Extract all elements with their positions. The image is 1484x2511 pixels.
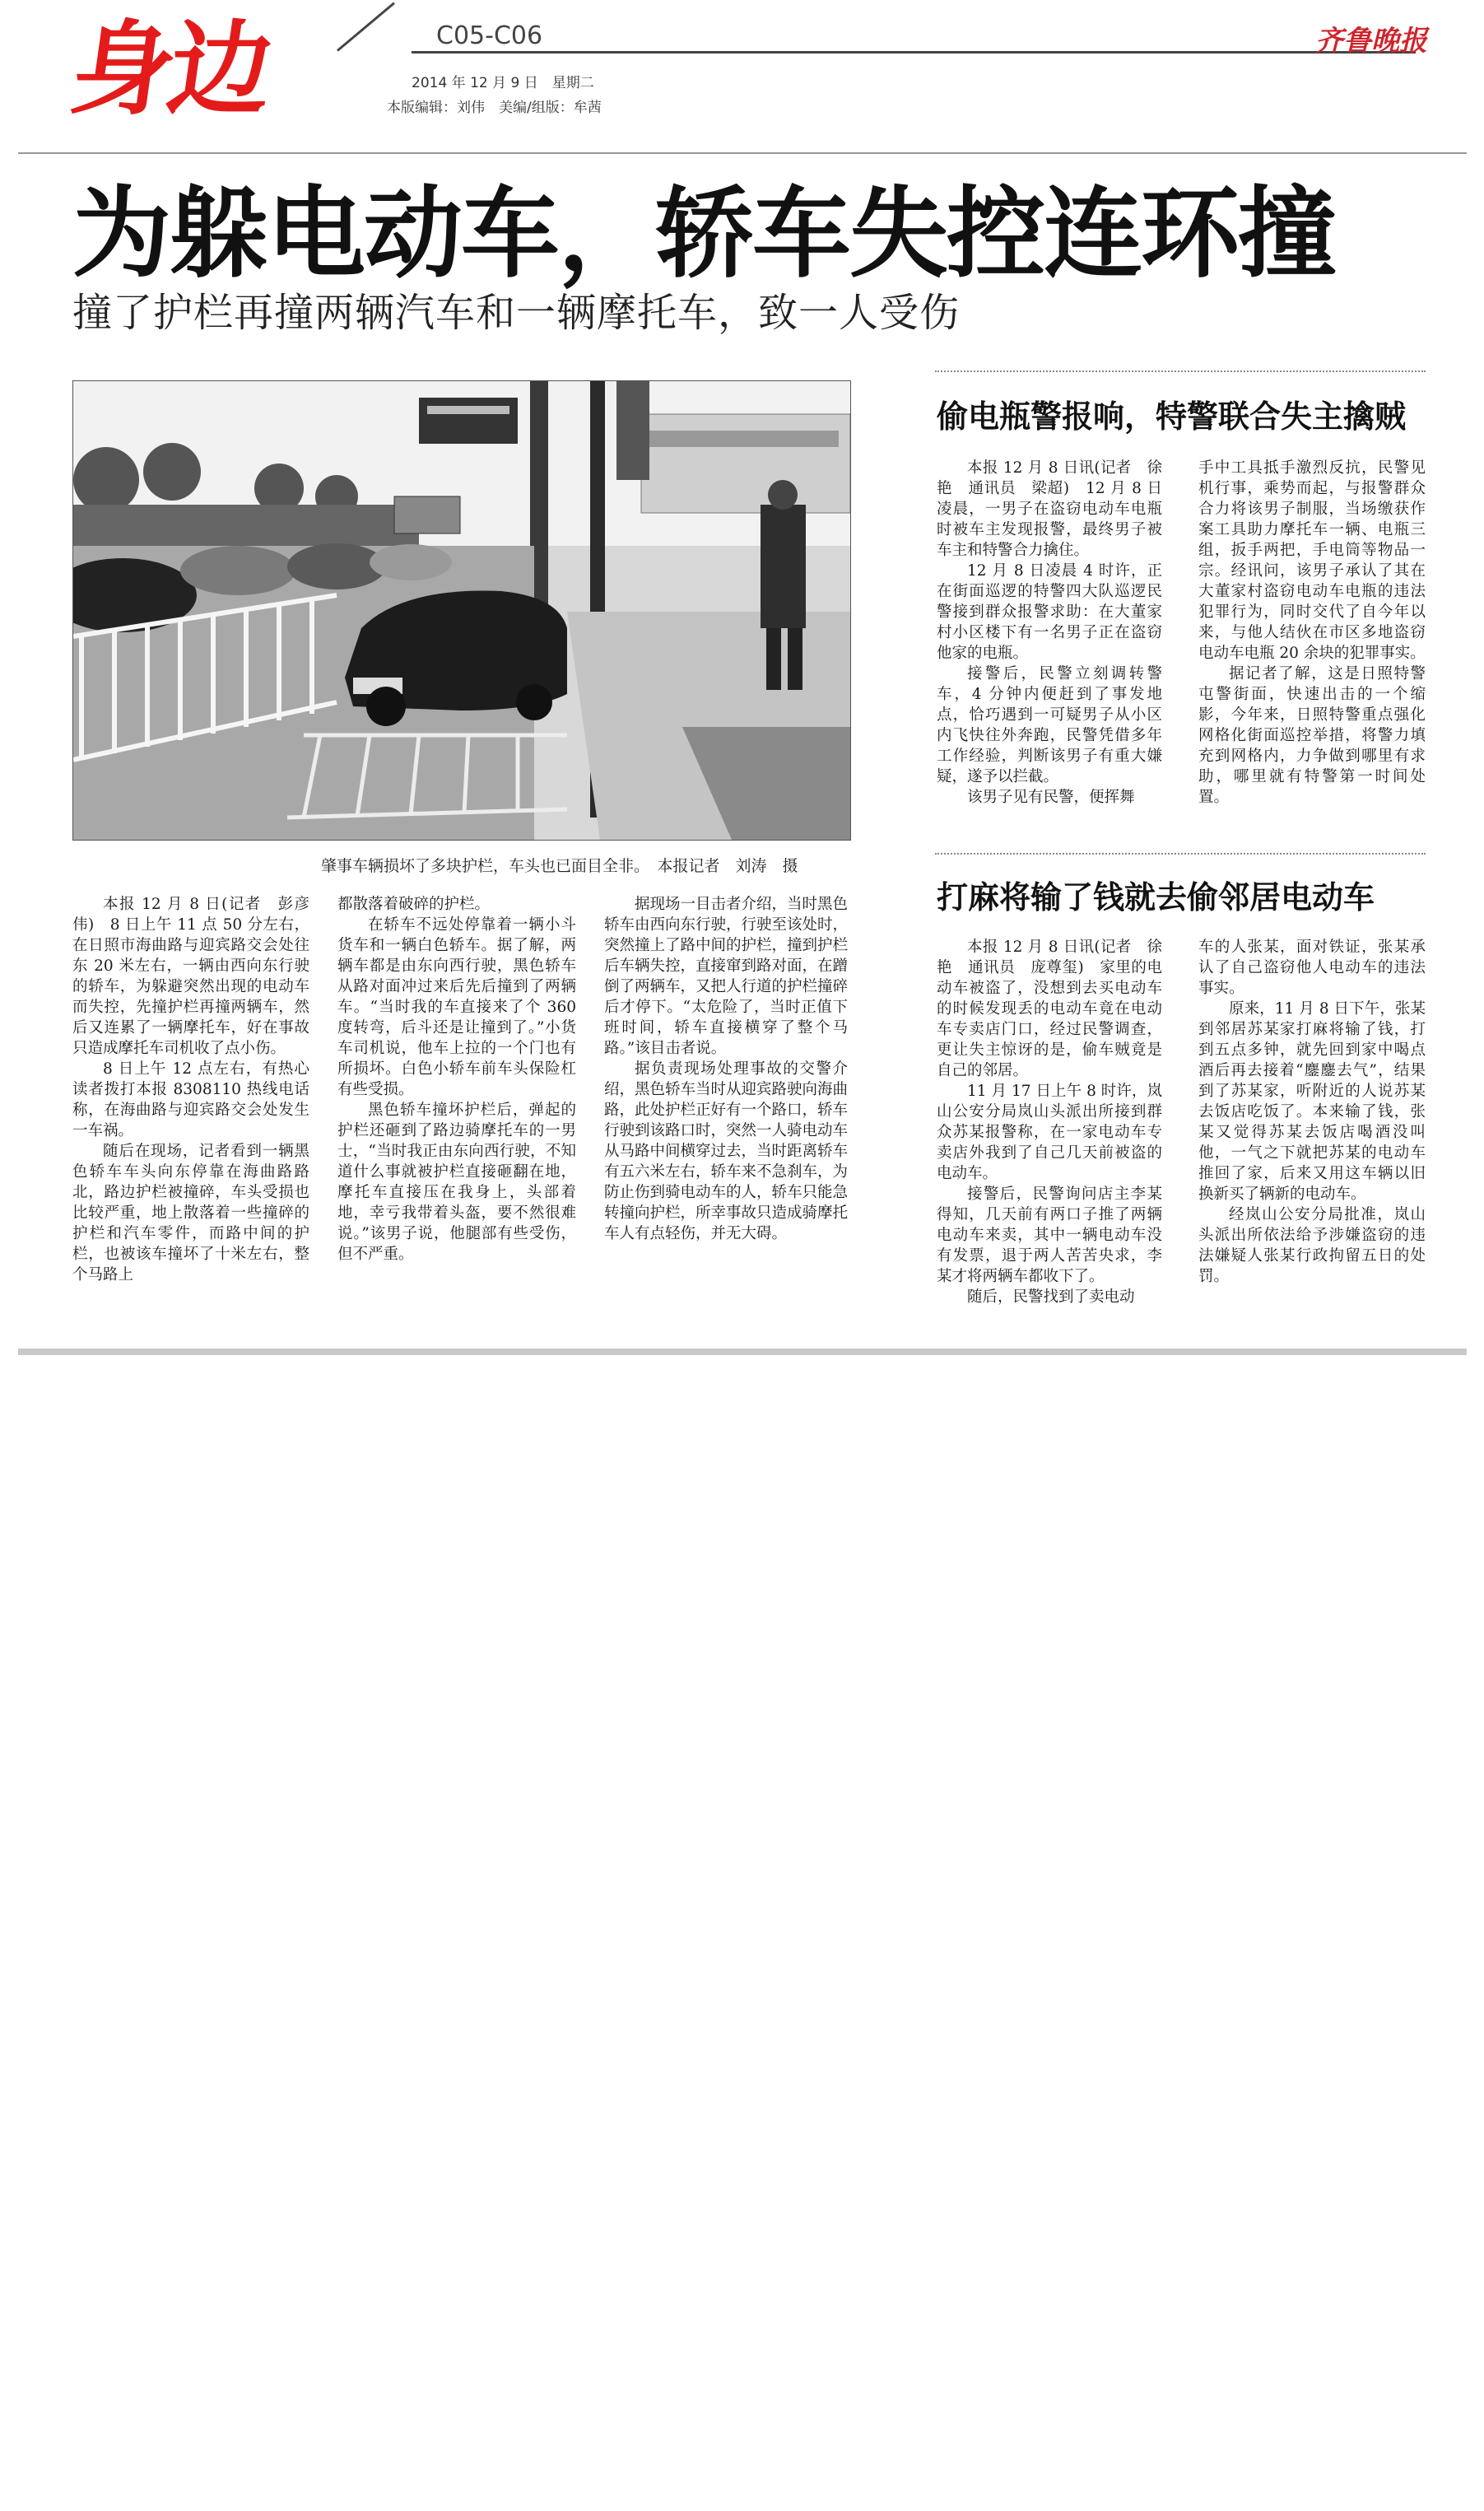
paragraph: 该男子见有民警，便挥舞 (967, 789, 1135, 806)
paragraph: 12 月 8 日凌晨 4 时许，正在街面巡逻的特警四大队巡逻民警接到群众报警求助：在大董家村小区楼下有一名男子正在盗窃他家的电瓶。 (937, 562, 1162, 662)
main-story-column-1 (72, 894, 309, 1285)
issue-date: 2014 年 12 月 9 日 星期二 (412, 75, 594, 91)
story2-column-2 (1198, 937, 1426, 1287)
paragraph: 11 月 17 日上午 8 时许，岚山公安分局岚山头派出所接到群众苏某报警称，在一家电动车专卖店外我到了自己几天前被盗的电动车。 (937, 1083, 1162, 1182)
story1-column-1 (937, 458, 1162, 808)
story2-column-1 (937, 937, 1162, 1307)
story1-column-2 (1198, 458, 1426, 808)
accident-photo (72, 380, 851, 841)
paragraph: 原来，11 月 8 日下午，张某到邻居苏某家打麻将输了钱，打到五点多钟，就先回到家中喝点酒后再去接着“鏖鏖去气”，结果到了苏某家，听附近的人说苏某去饭店吃饭了。本来输了钱，张某又觉得苏某去饭店喝酒没叫他，一气之下就把苏某的电动车推回了家，后来又用这车辆以旧换新买了辆新的电动车。 (1198, 1000, 1426, 1203)
photo-caption: 肇事车辆损坏了多块护栏，车头也已面目全非。 本报记者 刘涛 摄 (321, 857, 798, 875)
editors-credit: 本版编辑：刘伟 美编/组版：牟茜 (387, 100, 602, 116)
masthead-rule (18, 152, 1467, 154)
main-story-column-2 (337, 894, 576, 1265)
paragraph: 黑色轿车撞坏护栏后，弹起的护栏还砸到了路边骑摩托车的一男士，“当时我正由东向西行驶，不知道什么事就被护栏直接砸翻在地，摩托车直接压在我身上，头部着地，幸亏我带着头盔，要不然很难说。”该男子说，他腿部有些受伤，但不严重。 (337, 1102, 576, 1263)
paragraph: 手中工具抵手激烈反抗，民警见机行事，乘势而起，与报警群众合力将该男子制服，当场缴获作案工具助力摩托车一辆、电瓶三组，扳手两把，手电筒等物品一宗。经讯问，该男子承认了其在大董家村盗窃电动车电瓶的违法犯罪行为，同时交代了自今年以来，与他人结伙在市区多地盗窃电动车电瓶 20 余块的犯罪事实。 (1198, 459, 1426, 662)
masthead-divider (337, 2, 395, 52)
paragraph: 车的人张某，面对铁证，张某承认了自己盗窃他人电动车的违法事实。 (1198, 939, 1426, 997)
paragraph: 经岚山公安分局批准，岚山头派出所依法给予涉嫌盗窃的违法嫌疑人张某行政拘留五日的处罚。 (1198, 1206, 1426, 1285)
page-bottom-rule (18, 1349, 1467, 1355)
main-story-column-3 (604, 894, 848, 1244)
paragraph: 随后，民警找到了卖电动 (967, 1288, 1135, 1306)
paragraph: 随后在现场，记者看到一辆黑色轿车车头向东停靠在海曲路路北，路边护栏被撞碎，车头受损也比较严重，地上散落着一些撞碎的护栏和汽车零件，而路中间的护栏，也被该车撞坏了十米左右，整个马路上 (72, 1143, 309, 1283)
paragraph: 据现场一目击者介绍，当时黑色轿车由西向东行驶，行驶至该处时，突然撞上了路中间的护栏，撞到护栏后车辆失控，直接窜到路对面，在蹭倒了两辆车，又把人行道的护栏撞碎后才停下。“太危险了，当时正值下班时间，轿车直接横穿了整个马路。”该目击者说。 (604, 896, 849, 1057)
paragraph: 本报 12 月 8 日讯(记者 徐艳 通讯员 庞尊玺) 家里的电动车被盗了，没想到去买电动车的时候发现丢的电动车竟在电动车专卖店门口，经过民警调查，更让失主惊讶的是，偷车贼竟是自己的邻居。 (937, 939, 1162, 1079)
paragraph: 本报 12 月 8 日讯(记者 徐艳 通讯员 梁超) 12 月 8 日凌晨，一男子在盗窃电动车电瓶时被车主发现报警，最终男子被车主和特警合力擒住。 (937, 459, 1162, 559)
story-headline: 偷电瓶警报响，特警联合失主擒贼 (937, 398, 1407, 435)
paragraph: 据记者了解，这是日照特警屯警街面，快速出击的一个缩影，今年来，日照特警重点强化网格化街面巡控举措，将警力填充到网格内，力争做到哪里有求助，哪里就有特警第一时间处置。 (1198, 665, 1426, 806)
story-divider (935, 853, 1426, 855)
story-divider (935, 370, 1426, 372)
story-headline: 打麻将输了钱就去偷邻居电动车 (937, 879, 1375, 915)
paragraph: 8 日上午 12 点左右，有热心读者拨打本报 8308110 热线电话称，在海曲路与迎宾路交会处发生一车祸。 (72, 1060, 309, 1139)
page-range: C05-C06 (436, 21, 543, 50)
section-logo: 身边 (63, 11, 276, 129)
newspaper-logo: 齐鲁晚报 (1315, 25, 1427, 58)
main-subheadline: 撞了护栏再撞两辆汽车和一辆摩托车，致一人受伤 (72, 290, 961, 336)
paragraph: 本报 12 月 8 日(记者 彭彦伟) 8 日上午 11 点 50 分左右，在日照市海曲路与迎宾路交会处往东 20 米左右，一辆由西向东行驶的轿车，为躲避突然出现的电动车而失控，先撞护栏再撞两辆车，然后又连累了一辆摩托车，好在事故只造成摩托车司机收了点小伤。 (72, 896, 309, 1057)
paragraph: 接警后，民警询问店主李某得知，几天前有两口子推了两辆电动车来卖，其中一辆电动车没有发票，退于两人苦苦央求，李某才将两辆车都收下了。 (937, 1186, 1162, 1285)
paragraph: 在轿车不远处停靠着一辆小斗货车和一辆白色轿车。据了解，两辆车都是由东向西行驶，黑色轿车从路对面冲过来后先后撞到了两辆车。“当时我的车直接来了个 360 度转弯，后斗还是让撞到了。”小货车司机说，他车上拉的一个门也有所损坏。白色小轿车前车头保险杠有些受损。 (337, 916, 576, 1098)
paragraph: 都散落着破碎的护栏。 (337, 896, 491, 913)
paragraph: 接警后，民警立刻调转警车，4 分钟内便赶到了事发地点，恰巧遇到一可疑男子从小区内飞快往外奔跑，民警凭借多年工作经验，判断该男子有重大嫌疑，遂予以拦截。 (937, 665, 1162, 785)
main-headline: 为躲电动车，轿车失控连环撞 (72, 177, 1335, 291)
paragraph: 据负责现场处理事故的交警介绍，黑色轿车当时从迎宾路驶向海曲路，此处护栏正好有一个路口，轿车行驶到该路口时，突然一人骑电动车从马路中间横穿过去，当时距离轿车有五六米左右，轿车来不急刹车，为防止伤到骑电动车的人，轿车只能急转撞向护栏，所幸事故只造成骑摩托车人有点轻伤，并无大碍。 (604, 1060, 849, 1242)
masthead-bar (412, 51, 1416, 54)
